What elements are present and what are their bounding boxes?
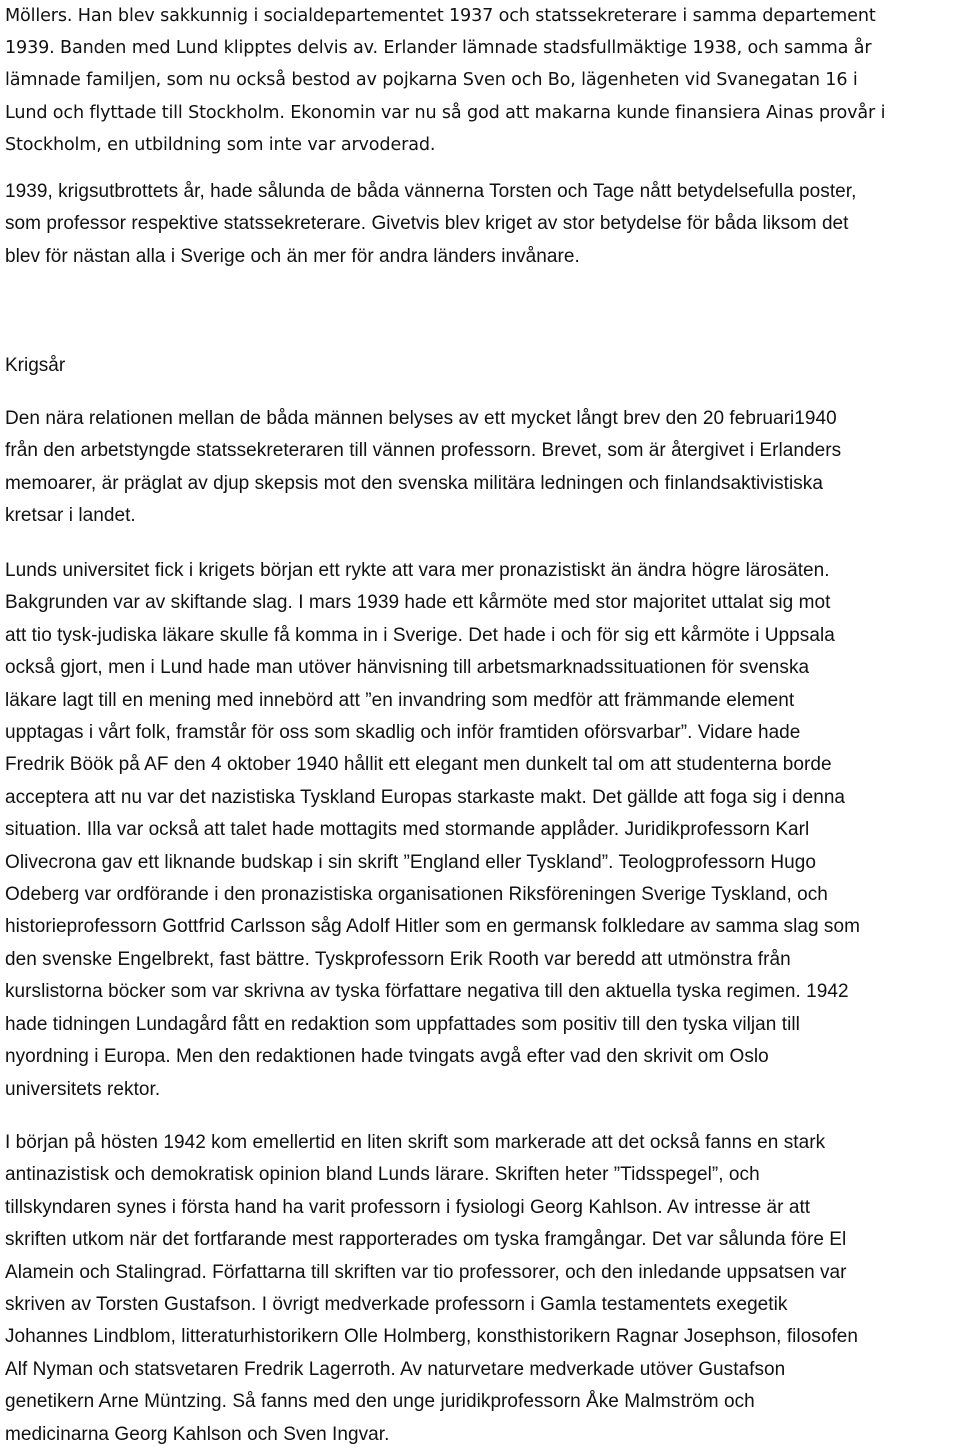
text-line: Den nära relationen mellan de båda männen belyses av ett mycket långt brev den 20 februari1940 [5, 408, 837, 429]
text-line: den svenske Engelbrekt, fast bättre. Tyskprofessorn Erik Rooth var beredd att utmönstra från [5, 948, 791, 970]
text-line: Alamein och Stalingrad. Författarna till skriften var tio professorer, och den inledande uppsatsen var [5, 1261, 847, 1283]
text-line: Stockholm, en utbildning som inte var arvoderad. [5, 134, 436, 155]
text-line: Odeberg var ordförande i den pronazistiska organisationen Riksföreningen Sverige Tyskland, och [5, 884, 828, 906]
text-line: Lunds universitet fick i krigets början ett rykte att vara mer pronazistiskt än ändra högre lärosäten. [5, 560, 830, 581]
text-line: från den arbetstyngde statssekreteraren till vännen professorn. Brevet, som är återgivet i Erlanders [5, 440, 842, 462]
text-line: 1939. Banden med Lund klipptes delvis av. Erlander lämnade stadsfullmäktige 1938, och samma år [5, 38, 872, 59]
text-line: skriven av Torsten Gustafson. I övrigt medverkade professorn i Gamla testamentets exegetik [5, 1294, 788, 1316]
text-line: som professor respektive statssekreterare. Givetvis blev kriget av stor betydelse för båda liksom det [5, 213, 849, 235]
letter-paragraph [5, 403, 957, 533]
text-line: Fredrik Böök på AF den 4 oktober 1940 hållit ett elegant men dunkelt tal om att studenterna borde [5, 754, 832, 776]
text-line: läkare lagt till en mening med innebörd att ”en invandring som medför att främmande element [5, 689, 795, 711]
intro-paragraph [5, 0, 957, 161]
text-line: skriften utkom när det fortfarande mest rapporterades om tyska framgångar. Det var sålunda före El [5, 1229, 847, 1251]
text-line: blev för nästan alla i Sverige och än mer för andra länders invånare. [5, 245, 580, 267]
text-line: Johannes Lindblom, litteraturhistorikern Olle Holmberg, konsthistorikern Ragnar Josephson, filosofen [5, 1326, 859, 1348]
text-line: Alf Nyman och statsvetaren Fredrik Lagerroth. Av naturvetare medverkade utöver Gustafson [5, 1358, 786, 1380]
text-line: kretsar i landet. [5, 505, 136, 527]
war-year-paragraph [5, 176, 957, 273]
text-line: situation. Illa var också att talet hade mottagits med stormande applåder. Juridikprofessorn Karl [5, 819, 810, 841]
text-line: memoarer, är präglat av djup skepsis mot den svenska militära ledningen och finlandsaktivistiska [5, 472, 823, 494]
text-line: 1939, krigsutbrottets år, hade sålunda de båda vännerna Torsten och Tage nått betydelsefulla poster, [5, 181, 857, 202]
text-line: Bakgrunden var av skiftande slag. I mars 1939 hade ett kårmöte med stor majoritet uttalat sig mot [5, 592, 831, 614]
text-line: acceptera att nu var det nazistiska Tyskland Europas starkaste makt. Det gällde att foga sig i denna [5, 786, 846, 808]
text-line: hade tidningen Lundagård fått en redaktion som uppfattades som positiv till den tyska viljan till [5, 1013, 800, 1035]
text-line: upptagas i vårt folk, framstår för oss som skadlig och inför framtiden oförsvarbar”. Vidare hade [5, 722, 801, 744]
pamphlet-paragraph [5, 1127, 957, 1451]
text-line: universitets rektor. [5, 1078, 161, 1100]
text-line: att tio tysk-judiska läkare skulle få komma in i Sverige. Det hade i och för sig ett kårmöte i Uppsala [5, 624, 835, 646]
section-heading-text: Krigsår [5, 355, 66, 376]
university-paragraph [5, 555, 957, 1106]
text-line: nyordning i Europa. Men den redaktionen hade tvingats avgå efter vad den skrivit om Oslo [5, 1046, 769, 1068]
text-line: lämnade familjen, som nu också bestod av pojkarna Sven och Bo, lägenheten vid Svanegatan 16 i [5, 70, 858, 91]
text-line: också gjort, men i Lund hade man utöver hänvisning till arbetsmarknadssituationen för svenska [5, 657, 810, 679]
text-line: Olivecrona gav ett liknande budskap i sin skrift ”England eller Tyskland”. Teologprofessorn Hugo [5, 851, 816, 873]
text-line: tillskyndaren synes i första hand ha varit professorn i fysiologi Georg Kahlson. Av intresse är att [5, 1196, 811, 1218]
text-line: Lund och flyttade till Stockholm. Ekonomin var nu så god att makarna kunde finansiera Ainas provår i [5, 102, 886, 123]
text-line: genetikern Arne Müntzing. Så fanns med den unge juridikprofessorn Åke Malmström och [5, 1391, 755, 1413]
text-line: kurslistorna böcker som var skrivna av tyska författare negativa till den aktuella tyska regimen. 1942 [5, 981, 849, 1003]
text-line: historieprofessorn Gottfrid Carlsson såg Adolf Hitler som en germansk folkledare av samma slag som [5, 916, 860, 938]
section-heading [5, 350, 957, 382]
text-line: medicinarna Georg Kahlson och Sven Ingvar. [5, 1423, 390, 1445]
text-line: antinazistisk och demokratisk opinion bland Lunds lärare. Skriften heter ”Tidsspegel”, och [5, 1164, 760, 1186]
text-line: I början på hösten 1942 kom emellertid en liten skrift som markerade att det också fanns en stark [5, 1132, 826, 1153]
text-line: Möllers. Han blev sakkunnig i socialdepartementet 1937 och statssekreterare i samma departement [5, 6, 876, 26]
